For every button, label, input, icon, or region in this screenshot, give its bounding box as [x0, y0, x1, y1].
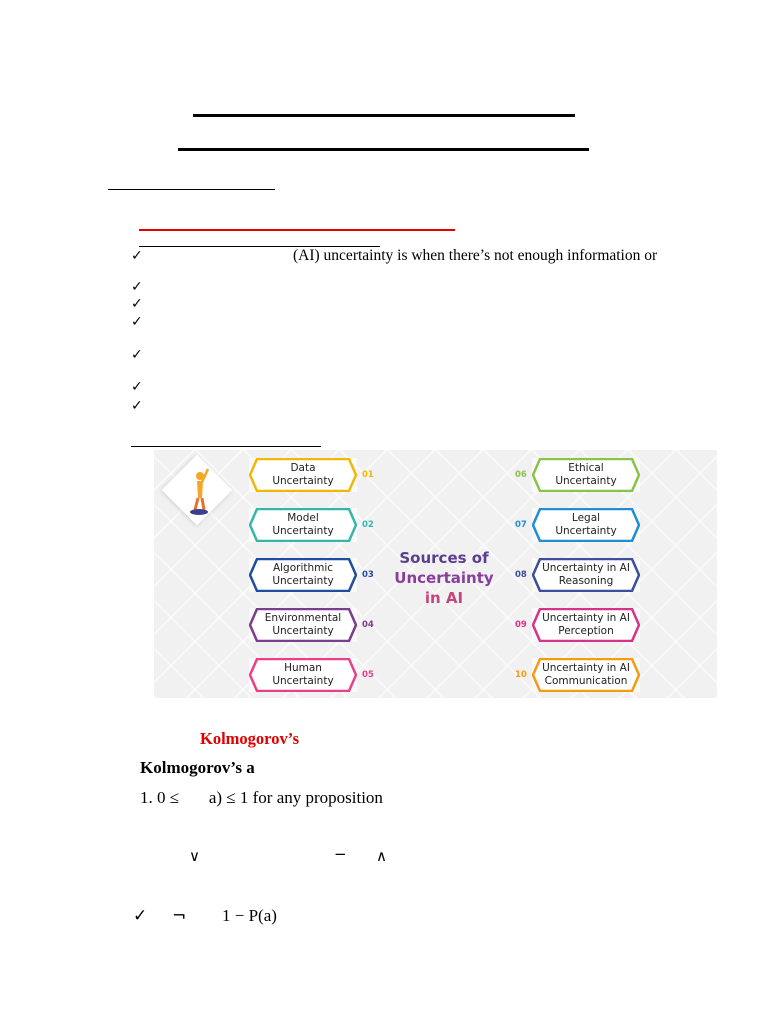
uncertainty-item-label: Uncertainty in AI Communication [542, 662, 630, 687]
uncertainty-item [532, 458, 640, 492]
uncertainty-item-label: Legal Uncertainty [555, 512, 617, 537]
kolmogorov-bold-heading: Kolmogorov’s a [140, 758, 255, 777]
uncertainty-item-number: 10 [515, 670, 527, 680]
title-line-3: in AI [424, 589, 464, 607]
not-symbol: ¬ [172, 906, 187, 926]
kolmogorov-red-heading: Kolmogorov’s [200, 729, 299, 748]
sources-of-uncertainty-infographic [154, 450, 717, 698]
negation-value: 1 − P(a) [222, 906, 277, 925]
uncertainty-item-number: 08 [515, 570, 527, 580]
uncertainty-item [249, 658, 357, 692]
uncertainty-item-number: 02 [362, 520, 374, 530]
uncertainty-item [532, 658, 640, 692]
uncertainty-item-label: Uncertainty in AI Reasoning [542, 562, 630, 587]
or-symbol: ∨ [189, 847, 200, 865]
check-icon: ✓ [131, 248, 143, 264]
uncertainty-item-label: Model Uncertainty [272, 512, 334, 537]
uncertainty-item [249, 458, 357, 492]
uncertainty-item-number: 04 [362, 620, 374, 630]
uncertainty-item-number: 06 [515, 470, 527, 480]
and-symbol: ∧ [376, 847, 387, 865]
uncertainty-item [532, 558, 640, 592]
uncertainty-item-label: Human Uncertainty [272, 662, 334, 687]
check-icon: ✓ [131, 296, 143, 312]
uncertainty-item [249, 558, 357, 592]
check-icon: ✓ [131, 314, 143, 330]
check-icon: ✓ [131, 347, 143, 363]
uncertainty-item-number: 07 [515, 520, 527, 530]
uncertainty-item-number: 09 [515, 620, 527, 630]
infographic-title [394, 548, 494, 608]
uncertainty-item-label: Uncertainty in AI Perception [542, 612, 630, 637]
check-icon: ✓ [131, 379, 143, 395]
logo-person-icon [179, 464, 219, 520]
uncertainty-item-label: Algorithmic Uncertainty [272, 562, 334, 587]
uncertainty-item-label: Environmental Uncertainty [264, 612, 342, 637]
minus-symbol: − [334, 845, 347, 863]
title-line-2: Uncertainty [394, 569, 494, 587]
uncertainty-item-number: 03 [362, 570, 374, 580]
red-heading-rule [139, 229, 455, 231]
title-rule-1 [193, 114, 575, 117]
check-icon: ✓ [131, 279, 143, 295]
uncertainty-item-label: Ethical Uncertainty [555, 462, 617, 487]
title-line-1: Sources of [399, 549, 489, 567]
uncertainty-item-label: Data Uncertainty [272, 462, 334, 487]
title-rule-2 [178, 148, 589, 151]
bullet-text-1: (AI) uncertainty is when there’s not enough information or [293, 247, 658, 264]
axiom-1: 1. 0 ≤ a) ≤ 1 for any proposition [140, 788, 383, 807]
uncertainty-item [532, 508, 640, 542]
check-icon: ✓ [133, 906, 148, 926]
uncertainty-item [249, 508, 357, 542]
uncertainty-item-number: 01 [362, 470, 374, 480]
check-icon: ✓ [131, 398, 143, 414]
section-rule-2 [131, 446, 321, 447]
uncertainty-item [249, 608, 357, 642]
uncertainty-item-number: 05 [362, 670, 374, 680]
uncertainty-item [532, 608, 640, 642]
section-rule-1 [108, 189, 275, 190]
